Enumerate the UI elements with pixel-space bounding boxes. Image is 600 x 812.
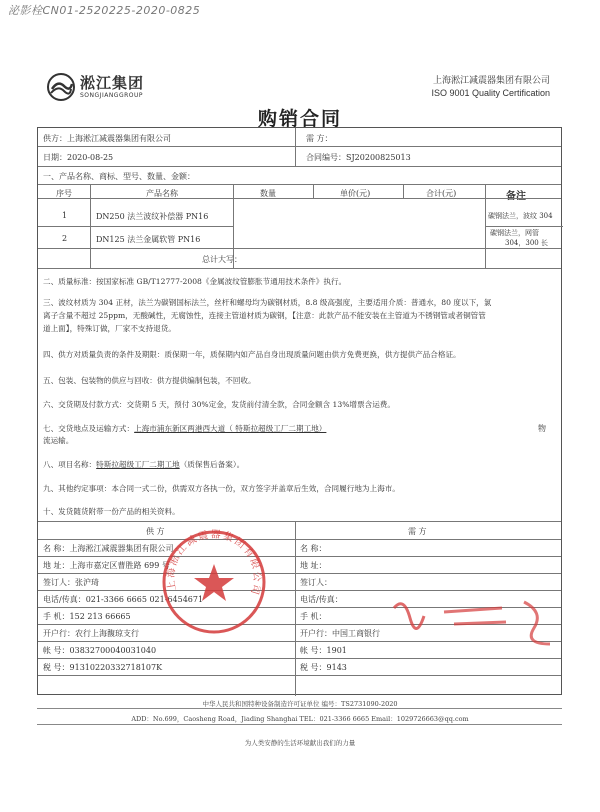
handwritten-note: 泌影栓CN01-2520225-2020-0825 [8,4,201,17]
logo-emblem-icon [46,72,76,102]
supplier-tax-id: 税 号：91310220332718107K [43,663,163,672]
buyer-phone: 电话/传真： [300,595,343,604]
contact-footer: ADD：No.699，Caosheng Road，Jiading Shanghai TEL：021-3366 6665 Email：1029726663@qq.com [131,715,469,723]
clause-material-3: 道上面】，特殊订做，厂家不支持退货。 [43,324,176,333]
table-header-total: 合计(元) [426,189,457,198]
logo-chinese-name: 淞江集团 [80,74,145,92]
contract-number: 合同编号：SJ20200825013 [306,153,411,162]
logo-english-name: SONGJIANGGROUP [80,92,144,99]
buyer-field: 需 方： [306,134,333,143]
date-field: 日期：2020-08-25 [43,153,114,162]
table-header-no: 序号 [56,189,72,198]
clause-delivery-place: 七、交货地点及运输方式：上海市浦东新区两港西大道（ 特斯拉超级工厂二期工地） [43,424,327,433]
buyer-heading: 需 方 [408,527,427,536]
clause-quality-standard: 二、质量标准：按国家标准 GB/T12777-2008《金属波纹管膨胀节通用技术条件》执行。 [43,277,347,286]
slogan-footer: 为人类安静的生活环境献出我们的力量 [244,739,356,747]
table-header-price: 单价(元) [340,189,371,198]
clause-documents: 十、发货随货附带一份产品的相关资料。 [43,507,180,516]
contract-frame: 供方：上海淞江减震器集团有限公司 需 方： 日期：2020-08-25 合同编号：SJ20200825013 一、产品名称、商标、型号、数量、金额： 序号 产品名称 数量 单价(元) 合计(元) 备注 1 DN250 法兰波纹补偿器 PN16 碳钢法兰，波纹 304 2 DN125 法兰金属软管 PN16 碳钢法兰，网管 304，300 长 总计大写： 二、质量标准：按国家标准 GB/T12777-2008《金属波纹管膨胀节通用技术条件》执行。 三、波纹材质为 304 正材，法兰为碳钢国标法兰，丝杆和螺母均为碳钢材质，8.8 级高强度，主要适用介质：普通水，80 度以下，氯 离子含量不超过 25ppm，无酸碱性，无腐蚀性，连接主管道材质为碳钢，【注意：此款产品不能安装在主管道为不锈钢管或者铜管管 道上面】，特殊订做，厂家不支持退货。 四、供方对质量负责的条件及期限：质保期一年，质保期内如产品自身出现质量问题由供方免费更换，供方提供产品合格证。 五、包装、包装物的供应与回收：供方提供编制包装，不回收。 六、交货期及付款方式：交货期 5 天，预付 30%定金，发货前付清全款，合同金额含 13%增票含运费。 七、交货地点及运输方式：上海市浦东新区两港西大道（ 特斯拉超级工厂二期工地） 物 流运输。 八、项目名称：特斯拉超级工厂二期工地（质保售后备案）。 九、其他约定事项：本合同一式二份，供需双方各执一份，双方签字并盖章后生效，合同履行地为上海市。 十、发货随货附带一份产品的相关资料。 供 方 需 方 名 称：上海淞江减震器集团有限公司 名 称： 地 址：上海市嘉定区曹胜路 699 号 地 址： 签订人：张沪琦 签订人： 电话/传真：021-3366 6665 021-6454671 电话/传真： 手 机：152 213 66665 手 机： 开户行：农行上海馥琼支行 开户行：中国工商银行 帐 号：03832700040031040 帐 号：1901 税 号：91310220332718107K 税 号：9143 [37,127,562,695]
clause-warranty: 四、供方对质量负责的条件及期限：质保期一年，质保期内如产品自身出现质量问题由供方免费更换，供方提供产品合格证。 [43,350,461,359]
supplier-account: 帐 号：03832700040031040 [43,646,157,655]
footer-divider [37,724,562,725]
buyer-name: 名 称： [300,544,327,553]
buyer-signature-scrawl [384,588,560,652]
buyer-signer: 签订人： [300,578,332,587]
company-seal-stamp [160,528,268,636]
section-products-heading: 一、产品名称、商标、型号、数量、金额： [43,172,195,181]
footer-divider [37,708,562,709]
clause-delivery-payment: 六、交货期及付款方式：交货期 5 天，预付 30%定金，发货前付清全款，合同金额含 13%增票含运费。 [43,400,395,409]
supplier-name: 名 称：上海淞江减震器集团有限公司 [43,544,174,553]
buyer-bank: 开户行：中国工商银行 [300,629,380,638]
clause-delivery-place-2: 流运输。 [43,436,74,445]
buyer-account: 帐 号：1901 [300,646,347,655]
supplier-phone: 电话/传真：021-3366 6665 021-6454671 [43,595,204,604]
table-header-qty: 数量 [260,189,276,198]
license-footer: 中华人民共和国特种设备制造许可证单位 编号：TS2731090-2020 [202,700,398,708]
buyer-tax-id: 税 号：9143 [300,663,347,672]
supplier-address: 地 址：上海市嘉定区曹胜路 699 号 [43,561,170,570]
total-in-words: 总计大写： [202,255,242,264]
delivery-address: 上海市浦东新区两港西大道（ 特斯拉超级工厂二期工地） [134,424,327,433]
project-name: 特斯拉超级工厂二期工地 [96,460,180,469]
seal-text: 上海淞江减震器集团有限公司 [165,529,263,598]
supplier-bank: 开户行：农行上海馥琼支行 [43,629,139,638]
clause-material-1: 三、波纹材质为 304 正材，法兰为碳钢国标法兰，丝杆和螺母均为碳钢材质，8.8 级高强度，主要适用介质：普通水，80 度以下，氯 [43,298,492,307]
supplier-field: 供方：上海淞江减震器集团有限公司 [43,134,171,143]
header-company-name: 上海淞江减震器集团有限公司 [432,76,550,86]
supplier-mobile: 手 机：152 213 66665 [43,612,131,621]
table-header-name: 产品名称 [146,189,178,198]
clause-packaging: 五、包装、包装物的供应与回收：供方提供编制包装，不回收。 [43,376,256,385]
clause-other: 九、其他约定事项：本合同一式二份，供需双方各执一份，双方签字并盖章后生效，合同履行地为上海市。 [43,484,400,493]
iso-certification: ISO 9001 Quality Certification [431,88,550,98]
clause-project-name: 八、项目名称：特斯拉超级工厂二期工地（质保售后备案）。 [43,460,245,469]
page-title: 购销合同 [257,108,342,130]
supplier-heading: 供 方 [146,527,165,536]
buyer-mobile: 手 机： [300,612,327,621]
buyer-address: 地 址： [300,561,327,570]
clause-material-2: 离子含量不超过 25ppm，无酸碱性，无腐蚀性，连接主管道材质为碳钢，【注意：此款产品不能安装在主管道为不锈钢管或者铜管管 [43,311,486,320]
table-header-note: 备注 [506,191,526,202]
supplier-signer: 签订人：张沪琦 [43,578,99,587]
